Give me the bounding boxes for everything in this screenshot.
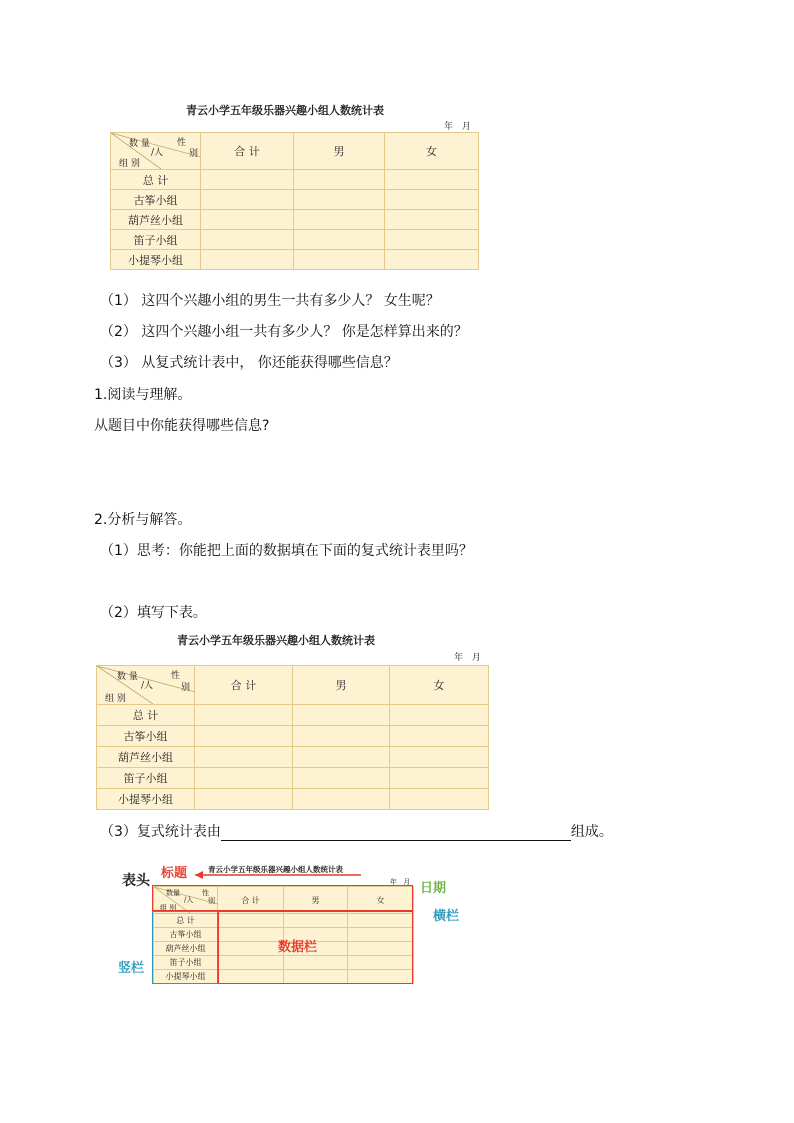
section2-heading: 2.分析与解答。 bbox=[94, 512, 192, 528]
table2-col-female: 女 bbox=[390, 666, 489, 705]
table2-cell[interactable] bbox=[293, 789, 390, 810]
corner-label-unit: /人 bbox=[151, 148, 164, 158]
corner-label-group: 组 别 bbox=[105, 694, 126, 704]
composition-answer-blank[interactable] bbox=[221, 826, 571, 841]
table1-col-total: 合 计 bbox=[201, 133, 294, 170]
table2-cell[interactable] bbox=[293, 768, 390, 789]
table1-corner-cell bbox=[111, 133, 201, 170]
corner-label-gender-2: 别 bbox=[181, 683, 191, 693]
corner-label-gender-1: 性 bbox=[202, 889, 209, 897]
table1-cell[interactable] bbox=[385, 210, 479, 230]
table2-cell[interactable] bbox=[390, 705, 489, 726]
composition-prefix: （3）复式统计表由 bbox=[100, 824, 221, 840]
table1-year-month: 年 月 bbox=[444, 122, 471, 132]
table1-cell[interactable] bbox=[294, 190, 385, 210]
diagram-col-total: 合 计 bbox=[218, 887, 284, 914]
table1-cell[interactable] bbox=[294, 250, 385, 270]
table1-cell[interactable] bbox=[385, 190, 479, 210]
table2-cell[interactable] bbox=[195, 705, 293, 726]
label-title: 标题 bbox=[161, 866, 188, 881]
diagram-col-male: 男 bbox=[284, 887, 348, 914]
corner-label-quantity: 数 量 bbox=[129, 139, 150, 149]
composition-suffix: 组成。 bbox=[570, 824, 613, 840]
table2-title: 青云小学五年级乐器兴趣小组人数统计表 bbox=[177, 634, 375, 647]
corner-label-unit: /人 bbox=[184, 896, 194, 904]
table1-col-male: 男 bbox=[294, 133, 385, 170]
corner-label-quantity: 数量 bbox=[166, 889, 180, 897]
table2-cell[interactable] bbox=[390, 789, 489, 810]
table2-cell[interactable] bbox=[293, 747, 390, 768]
label-horizontal: 横栏 bbox=[433, 909, 460, 924]
diagram-row-label: 小提琴小组 bbox=[154, 970, 218, 984]
table2-cell[interactable] bbox=[390, 747, 489, 768]
corner-label-group: 组 别 bbox=[160, 904, 177, 912]
table2-cell[interactable] bbox=[195, 768, 293, 789]
section1-prompt: 从题目中你能获得哪些信息? bbox=[94, 418, 270, 434]
corner-label-quantity: 数 量 bbox=[117, 672, 138, 682]
table2-col-total: 合 计 bbox=[195, 666, 293, 705]
table1-row-label: 小提琴小组 bbox=[111, 250, 201, 270]
table1-cell[interactable] bbox=[201, 170, 294, 190]
table1-cell[interactable] bbox=[294, 230, 385, 250]
section2-composition bbox=[100, 821, 613, 841]
corner-label-gender-1: 性 bbox=[177, 138, 187, 148]
table2-year-month: 年 月 bbox=[454, 653, 481, 663]
table2-row-label: 笛子小组 bbox=[97, 768, 195, 789]
question-1: （1） 这四个兴趣小组的男生一共有多少人？ 女生呢？ bbox=[100, 293, 440, 309]
table2-row-label: 古筝小组 bbox=[97, 726, 195, 747]
table1-cell[interactable] bbox=[201, 210, 294, 230]
vertical-region-outline bbox=[152, 911, 218, 984]
table1-row-label: 笛子小组 bbox=[111, 230, 201, 250]
table1-cell[interactable] bbox=[385, 230, 479, 250]
table1-cell[interactable] bbox=[201, 230, 294, 250]
corner-label-unit: /人 bbox=[141, 681, 154, 691]
table2-cell[interactable] bbox=[195, 726, 293, 747]
table2-cell[interactable] bbox=[390, 726, 489, 747]
table2-cell[interactable] bbox=[293, 726, 390, 747]
table2-row-label: 小提琴小组 bbox=[97, 789, 195, 810]
table1-cell[interactable] bbox=[201, 250, 294, 270]
question-2: （2） 这四个兴趣小组一共有多少人？ 你是怎样算出来的？ bbox=[100, 324, 468, 340]
table2-cell[interactable] bbox=[390, 768, 489, 789]
table1 bbox=[110, 132, 479, 270]
table1-row-label: 总 计 bbox=[111, 170, 201, 190]
corner-label-gender-2: 别 bbox=[189, 149, 199, 159]
table1-cell[interactable] bbox=[294, 170, 385, 190]
table2-cell[interactable] bbox=[195, 747, 293, 768]
label-vertical: 竖栏 bbox=[118, 961, 145, 976]
diagram-row-label: 古筝小组 bbox=[154, 928, 218, 942]
label-data: 数据栏 bbox=[278, 940, 318, 955]
table1-row-label: 古筝小组 bbox=[111, 190, 201, 210]
table2-row-label: 葫芦丝小组 bbox=[97, 747, 195, 768]
table1-col-female: 女 bbox=[385, 133, 479, 170]
corner-label-gender-1: 性 bbox=[171, 671, 181, 681]
question-3: （3） 从复式统计表中， 你还能获得哪些信息？ bbox=[100, 355, 398, 371]
label-date: 日期 bbox=[420, 881, 447, 896]
diagram-row-label: 葫芦丝小组 bbox=[154, 942, 218, 956]
diagram-row-label: 总 计 bbox=[154, 914, 218, 928]
diagram-table-title: 青云小学五年级乐器兴趣小组人数统计表 bbox=[208, 865, 343, 874]
diagram-year-month: 年 月 bbox=[390, 878, 411, 886]
table1-cell[interactable] bbox=[201, 190, 294, 210]
diagram-row-label: 笛子小组 bbox=[154, 956, 218, 970]
table2-col-male: 男 bbox=[293, 666, 390, 705]
table1-cell[interactable] bbox=[385, 250, 479, 270]
section1-heading: 1.阅读与理解。 bbox=[94, 387, 192, 403]
table2-corner-cell bbox=[97, 666, 195, 705]
table1-cell[interactable] bbox=[294, 210, 385, 230]
table2-cell[interactable] bbox=[293, 705, 390, 726]
section2-fill-table: （2）填写下表。 bbox=[100, 605, 207, 621]
section2-think: （1）思考：你能把上面的数据填在下面的复式统计表里吗？ bbox=[100, 543, 473, 559]
table1-row-label: 葫芦丝小组 bbox=[111, 210, 201, 230]
table1-title: 青云小学五年级乐器兴趣小组人数统计表 bbox=[186, 104, 384, 117]
table1-cell[interactable] bbox=[385, 170, 479, 190]
diagram-col-female: 女 bbox=[348, 887, 414, 914]
corner-label-group: 组 别 bbox=[119, 159, 140, 169]
corner-label-gender-2: 别 bbox=[208, 897, 215, 905]
table2 bbox=[96, 665, 489, 810]
table2-cell[interactable] bbox=[195, 789, 293, 810]
label-header: 表头 bbox=[122, 873, 150, 889]
header-region-outline bbox=[152, 885, 413, 911]
table2-row-label: 总 计 bbox=[97, 705, 195, 726]
